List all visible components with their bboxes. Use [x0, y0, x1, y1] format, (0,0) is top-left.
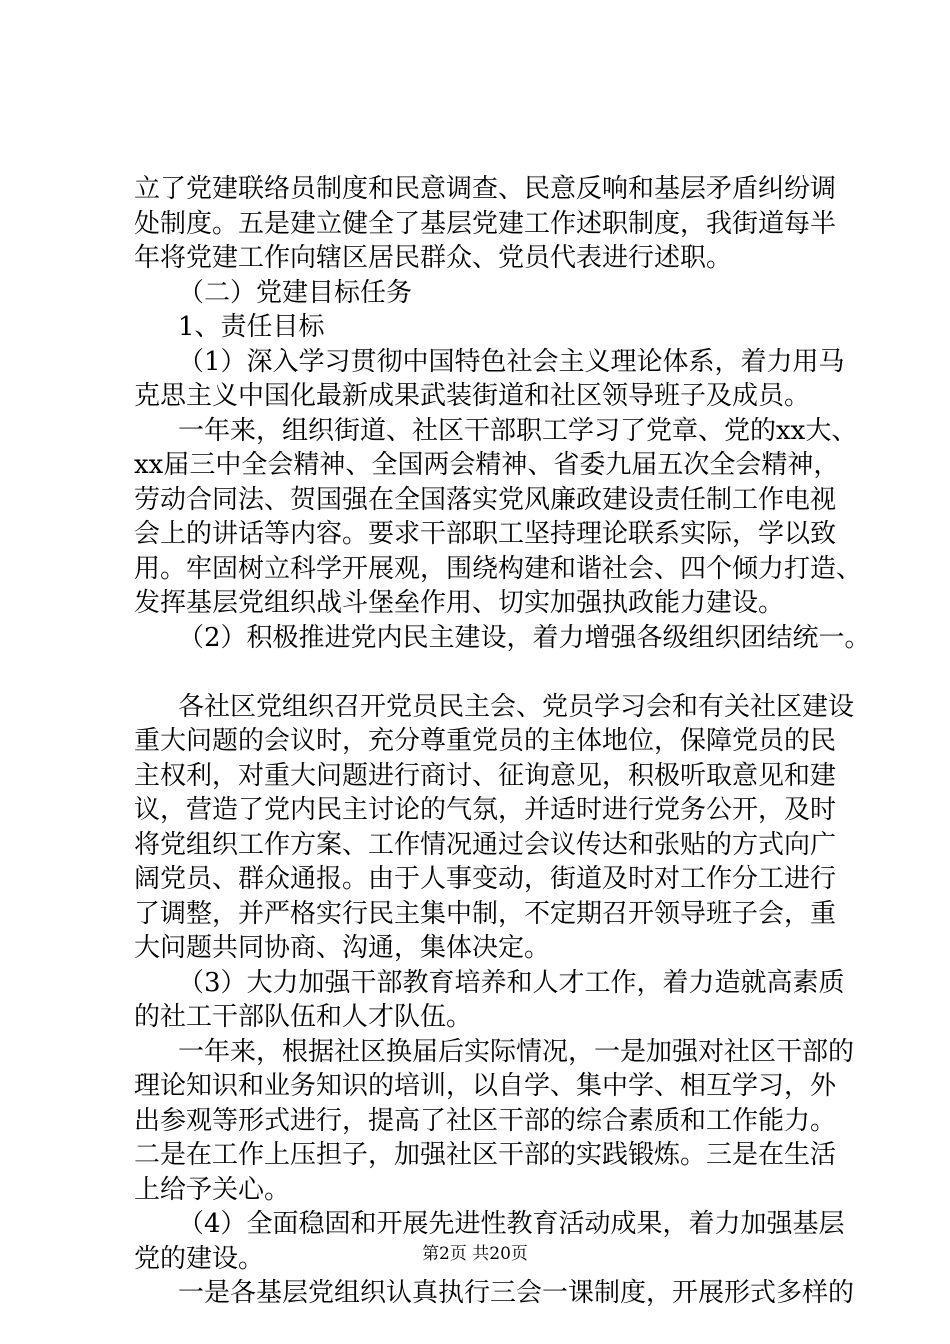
text-line: 的社工干部队伍和人才队伍。 [134, 1002, 473, 1032]
text-line: 用。牢固树立科学开展观，围绕构建和谐社会、四个倾力打造、 [134, 553, 863, 584]
text-line: 大问题共同协商、沟通，集体决定。 [134, 933, 551, 963]
text-line: 一年来，根据社区换届后实际情况，一是加强对社区干部的 [178, 1036, 855, 1067]
text-line: （1）深入学习贯彻中国特色社会主义理论体系，着力用马 [178, 346, 845, 377]
text-line: （2）积极推进党内民主建设，着力增强各级组织团结统一。 [178, 622, 871, 653]
text-line: 上给予关心。 [134, 1174, 291, 1205]
text-line: 一年来，组织街道、社区干部职工学习了党章、党的xx大、 [178, 415, 858, 446]
text-line: 各社区党组织召开党员民主会、党员学习会和有关社区建设 [178, 691, 855, 722]
text-line: 克思主义中国化最新成果武装街道和社区领导班子及成员。 [134, 381, 811, 411]
text-line: （3）大力加强干部教育培养和人才工作，着力造就高素质 [178, 967, 845, 998]
page-number-footer: 第2页 共20页 [422, 1244, 528, 1264]
text-line: 发挥基层党组织战斗堡垒作用、切实加强执政能力建设。 [134, 588, 785, 618]
blank-line [134, 655, 834, 690]
section-heading: （二）党建目标任务 [178, 277, 413, 308]
text-line: 议，营造了党内民主讨论的气氛，并适时进行党务公开，及时 [134, 795, 837, 825]
text-line: 阔党员、群众通报。由于人事变动，街道及时对工作分工进行 [134, 864, 837, 894]
text-line: xx届三中全会精神、全国两会精神、省委九届五次全会精神， [134, 450, 840, 480]
text-line: 了调整，并严格实行民主集中制，不定期召开领导班子会，重 [134, 898, 837, 929]
body-text [134, 172, 871, 1311]
text-line: 将党组织工作方案、工作情况通过会议传达和张贴的方式向广 [134, 829, 837, 860]
subsection-heading: 1、责任目标 [178, 312, 325, 342]
text-line: 处制度。五是建立健全了基层党建工作述职制度，我街道每半 [134, 208, 837, 239]
text-line: 立了党建联络员制度和民意调查、民意反响和基层矛盾纠纷调 [134, 174, 837, 204]
text-line: 党的建设。 [134, 1243, 265, 1274]
text-line: 年将党建工作向辖区居民群众、党员代表进行述职。 [134, 243, 733, 273]
text-line: 会上的讲话等内容。要求干部职工坚持理论联系实际，学以致 [134, 519, 837, 549]
text-line: 出参观等形式进行，提高了社区干部的综合素质和工作能力。 [134, 1105, 837, 1136]
text-line: （4）全面稳固和开展先进性教育活动成果，着力加强基层 [178, 1209, 845, 1239]
text-line: 二是在工作上压担子，加强社区干部的实践锻炼。三是在生活 [134, 1140, 837, 1170]
text-line: 主权利，对重大问题进行商讨、征询意见，积极听取意见和建 [134, 760, 837, 791]
text-line: 劳动合同法、贺国强在全国落实党风廉政建设责任制工作电视 [134, 484, 837, 515]
text-line: 一是各基层党组织认真执行三会一课制度，开展形式多样的 [178, 1278, 855, 1308]
text-line: 理论知识和业务知识的培训，以自学、集中学、相互学习，外 [134, 1071, 837, 1101]
text-line: 重大问题的会议时，充分尊重党员的主体地位，保障党员的民 [134, 726, 837, 756]
